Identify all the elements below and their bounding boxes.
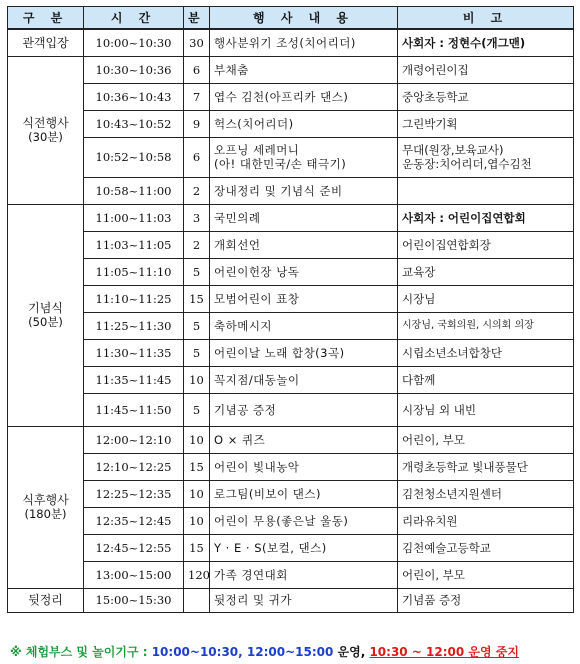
category-cell <box>8 204 84 426</box>
header-cell: 행 사 내 용 <box>210 7 398 30</box>
table-row <box>8 312 574 339</box>
minutes-cell: 10 <box>184 480 210 507</box>
remark-cell: 사회자 : 정현수(개그맨) <box>398 29 574 56</box>
remark-cell: 중앙초등학교 <box>398 83 574 110</box>
time-cell: 11:00~11:03 <box>84 204 184 231</box>
category-label: 뒷정리 <box>28 593 63 607</box>
minutes-cell: 7 <box>184 83 210 110</box>
table-row <box>8 366 574 393</box>
footer-time-run: 10:00~10:30, 12:00~15:00 <box>151 645 334 659</box>
minutes-cell: 5 <box>184 312 210 339</box>
remark-cell: 김천청소년지원센터 <box>398 480 574 507</box>
category-label: 식후행사 <box>22 493 69 507</box>
remark-cell: 시립소년소녀합창단 <box>398 339 574 366</box>
remark-cell: 그린박기획 <box>398 110 574 137</box>
minutes-cell: 2 <box>184 231 210 258</box>
remark-cell: 교육장 <box>398 258 574 285</box>
header-cell: 구 분 <box>8 7 84 30</box>
remark-cell: 어린이집연합회장 <box>398 231 574 258</box>
remark-cell: 시장님 외 내빈 <box>398 393 574 426</box>
time-cell: 15:00~15:30 <box>84 588 184 612</box>
table-row <box>8 177 574 204</box>
activity-cell: 어린이 빛내농악 <box>210 453 398 480</box>
footer-run-text: 운영, <box>333 645 370 659</box>
remark-cell: 김천예술고등학교 <box>398 534 574 561</box>
activity-cell: 장내정리 및 기념식 준비 <box>210 177 398 204</box>
time-cell: 10:30~10:36 <box>84 56 184 83</box>
time-cell: 13:00~15:00 <box>84 561 184 588</box>
minutes-cell: 9 <box>184 110 210 137</box>
activity-cell: 모범어린이 표창 <box>210 285 398 312</box>
minutes-cell: 15 <box>184 453 210 480</box>
activity-cell: 어린이날 노래 합창(3곡) <box>210 339 398 366</box>
table-row <box>8 453 574 480</box>
category-cell <box>8 588 84 612</box>
minutes-cell: 6 <box>184 56 210 83</box>
minutes-cell: 5 <box>184 393 210 426</box>
header-cell: 비 고 <box>398 7 574 30</box>
time-cell: 12:00~12:10 <box>84 426 184 453</box>
table-row <box>8 56 574 83</box>
footer-label: 체험부스 및 놀이기구 : <box>25 645 152 659</box>
category-label: 기념식 <box>28 301 63 315</box>
activity-cell: 개회선언 <box>210 231 398 258</box>
remark-cell: 시장님, 국회의원, 시의회 의장 <box>398 312 574 339</box>
remark-cell: 어린이, 부모 <box>398 426 574 453</box>
table-row <box>8 83 574 110</box>
time-cell: 12:25~12:35 <box>84 480 184 507</box>
minutes-cell: 5 <box>184 339 210 366</box>
category-label: 관객입장 <box>22 35 69 50</box>
table-row <box>8 204 574 231</box>
time-cell: 11:10~11:25 <box>84 285 184 312</box>
category-cell <box>8 29 84 56</box>
activity-cell: 가족 경연대회 <box>210 561 398 588</box>
remark-cell: 다함께 <box>398 366 574 393</box>
activity-cell: 축하메시지 <box>210 312 398 339</box>
time-cell: 12:35~12:45 <box>84 507 184 534</box>
time-cell: 12:45~12:55 <box>84 534 184 561</box>
minutes-cell: 2 <box>184 177 210 204</box>
header-row <box>8 7 574 30</box>
minutes-cell: 3 <box>184 204 210 231</box>
table-row <box>8 231 574 258</box>
remark-cell: 어린이, 부모 <box>398 561 574 588</box>
time-cell: 11:45~11:50 <box>84 393 184 426</box>
header-cell: 시 간 <box>84 7 184 30</box>
activity-cell: 기념공 증정 <box>210 393 398 426</box>
time-cell: 10:00~10:30 <box>84 29 184 56</box>
minutes-cell: 10 <box>184 507 210 534</box>
table-row <box>8 29 574 56</box>
table-row <box>8 534 574 561</box>
remark-cell <box>398 177 574 204</box>
activity-cell: 헉스(치어리더) <box>210 110 398 137</box>
time-cell: 11:03~11:05 <box>84 231 184 258</box>
time-cell: 10:52~10:58 <box>84 137 184 177</box>
minutes-cell <box>184 588 210 612</box>
table-row <box>8 426 574 453</box>
header-cell: 분 <box>184 7 210 30</box>
activity-cell: 행사분위기 조성(치어리더) <box>210 29 398 56</box>
table-row <box>8 110 574 137</box>
table-row <box>8 285 574 312</box>
minutes-cell: 15 <box>184 285 210 312</box>
footer-time-stop: 10:30 ~ 12:00 운영 중지 <box>369 645 519 659</box>
table-row <box>8 507 574 534</box>
footer-note <box>10 643 519 660</box>
remark-cell: 사회자 : 어린이집연합회 <box>398 204 574 231</box>
table-row <box>8 393 574 426</box>
table-row <box>8 480 574 507</box>
table-row <box>8 561 574 588</box>
activity-cell: 뒷정리 및 귀가 <box>210 588 398 612</box>
minutes-cell: 30 <box>184 29 210 56</box>
time-cell: 10:43~10:52 <box>84 110 184 137</box>
remark-cell: 개령어린이집 <box>398 56 574 83</box>
activity-cell: Y · E · S(보컬, 댄스) <box>210 534 398 561</box>
remark-cell: 기념품 증정 <box>398 588 574 612</box>
activity-cell: 어린이 무용(좋은날 울동) <box>210 507 398 534</box>
activity-cell: 꼭지점/대동놀이 <box>210 366 398 393</box>
remark-cell: 리라유치원 <box>398 507 574 534</box>
minutes-cell: 5 <box>184 258 210 285</box>
time-cell: 11:05~11:10 <box>84 258 184 285</box>
category-duration: (50분) <box>28 315 63 329</box>
category-duration: (180분) <box>24 507 67 521</box>
asterisk-icon: ※ <box>10 645 22 659</box>
remark-cell: 개령초등학교 빛내풍물단 <box>398 453 574 480</box>
activity-cell: O × 퀴즈 <box>210 426 398 453</box>
schedule-body <box>8 29 574 612</box>
schedule-table <box>7 6 574 613</box>
time-cell: 11:35~11:45 <box>84 366 184 393</box>
activity-cell: 로그팀(비보이 댄스) <box>210 480 398 507</box>
time-cell: 12:10~12:25 <box>84 453 184 480</box>
activity-cell: 엽수 김천(아프리카 댄스) <box>210 83 398 110</box>
time-cell: 10:36~10:43 <box>84 83 184 110</box>
time-cell: 11:30~11:35 <box>84 339 184 366</box>
time-cell: 10:58~11:00 <box>84 177 184 204</box>
remark-cell: 무대(원장,보육교사) 운동장:치어리더,엽수김천 <box>398 137 574 177</box>
minutes-cell: 15 <box>184 534 210 561</box>
minutes-cell: 6 <box>184 137 210 177</box>
remark-cell: 시장님 <box>398 285 574 312</box>
category-cell <box>8 426 84 588</box>
activity-cell: 오프닝 세레머니 (아! 대한민국/손 태극기) <box>210 137 398 177</box>
activity-cell: 어린이헌장 낭독 <box>210 258 398 285</box>
table-row <box>8 588 574 612</box>
time-cell: 11:25~11:30 <box>84 312 184 339</box>
minutes-cell: 10 <box>184 366 210 393</box>
category-cell <box>8 56 84 204</box>
minutes-cell: 120 <box>184 561 210 588</box>
table-row <box>8 137 574 177</box>
category-label: 식전행사 <box>22 116 69 130</box>
minutes-cell: 10 <box>184 426 210 453</box>
activity-cell: 부채춤 <box>210 56 398 83</box>
table-row <box>8 339 574 366</box>
table-row <box>8 258 574 285</box>
category-duration: (30분) <box>28 130 63 144</box>
activity-cell: 국민의례 <box>210 204 398 231</box>
